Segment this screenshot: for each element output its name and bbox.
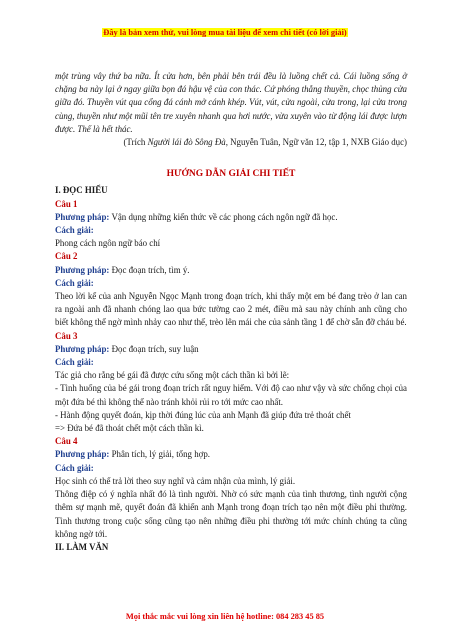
answer-line: - Hành động quyết đoán, kịp thời đúng lúc của anh Mạnh đã giúp đứa trẻ thoát chết: [55, 409, 351, 420]
method-label: Phương pháp:: [55, 343, 110, 354]
question-method: [55, 448, 407, 461]
method-label: Phương pháp:: [55, 449, 110, 460]
method-text: Đọc đoạn trích, suy luận: [109, 343, 199, 354]
answer-line: Học sinh có thể trả lời theo suy nghĩ và cảm nhận của mình, lý giải.: [55, 475, 296, 486]
header-banner-text: Đây là bản xem thử, vui lòng mua tài liệu để xem chi tiết (có lời giải): [103, 28, 347, 37]
citation-suffix: , Nguyễn Tuân, Ngữ văn 12, tập 1, NXB Giáo dục): [225, 137, 407, 148]
method-text: Phân tích, lý giải, tổng hợp.: [109, 449, 210, 460]
method-label: Phương pháp:: [55, 211, 110, 222]
question-title: Câu 4: [55, 436, 78, 447]
section-heading-writing: II. LÀM VĂN: [55, 541, 109, 552]
method-text: Đọc đoạn trích, tìm ý.: [109, 264, 190, 275]
question-1: [55, 198, 407, 251]
question-title: Câu 3: [55, 330, 78, 341]
question-method: [55, 211, 407, 224]
solution-label: Cách giải:: [55, 462, 94, 473]
solution-label: Cách giải:: [55, 225, 94, 236]
question-3: [55, 330, 407, 436]
footer-banner: Mọi thắc mắc vui lòng xin liên hệ hotline: 084 283 45 85: [125, 612, 325, 621]
passage-citation: [55, 136, 407, 149]
solution-label: Cách giải:: [55, 357, 94, 368]
answer-line: Theo lời kể của anh Nguyễn Ngọc Mạnh trong đoạn trích, khi thấy một em bé đang trèo ở lan can ra ngoài anh đã nhanh chóng lao qua bức tường cao 2 mét, điều mà sau này chính anh cũng cho biết không thể ngờ mình nhảy cao như thế, trèo lên mái che của sảnh tầng 1 để chờ sẵn đỡ cháu bé.: [55, 291, 407, 328]
question-title: Câu 1: [55, 198, 78, 209]
question-method: [55, 264, 407, 277]
document-page: [55, 70, 407, 554]
answer-line: Thông điệp có ý nghĩa nhất đó là tình người. Nhờ có sức mạnh của tình thương, tình người cộng thêm sự mạnh mẽ, quyết đoán đã khiến anh Mạnh trong đoạn trích tạo nên một điều phi thường. Tình thương trong cuộc sống cũng tạo nên những điều phi thường tới mức chính chúng ta cũng không ngờ tới.: [55, 489, 407, 539]
header-banner: [0, 28, 450, 37]
citation-work: Người lái đò Sông Đà: [147, 137, 226, 148]
passage-text: một trùng vây thứ ba nữa. Ít cửa hơn, bên phải bên trái đều là luồng chết cả. Cái luồng sống ở chặng ba này lại ở ngay giữa bọn đá hậu vệ của con thác. Cứ phóng thẳng thuyền, chọc thủng cửa giữa đó. Thuyền vút qua cổng đá cánh mở cánh khép. Vút, vút, cửa ngoài, cửa trong, lại cửa trong cùng, thuyền như một mũi tên tre xuyên nhanh qua hơi nước, vừa xuyên vào từ động lái được lượn được. Thế là hết thác.: [55, 71, 407, 134]
question-title: Câu 2: [55, 251, 78, 262]
question-4: [55, 435, 407, 541]
guide-title: HƯỚNG DẪN GIẢI CHI TIẾT: [166, 169, 296, 180]
citation-prefix: (Trích: [123, 137, 148, 148]
answer-line: Phong cách ngôn ngữ báo chí: [55, 238, 161, 249]
method-label: Phương pháp:: [55, 264, 110, 275]
question-2: [55, 250, 407, 329]
section-heading-reading: I. ĐỌC HIỂU: [55, 185, 108, 196]
solution-label: Cách giải:: [55, 277, 94, 288]
answer-line: Tác giả cho rằng bé gái đã được cứu sống một cách thần kì bởi lẽ:: [55, 370, 290, 381]
answer-line: - Tình huống của bé gái trong đoạn trích rất nguy hiểm. Với độ cao như vậy và sức chống chọi của một đứa bé thì không thể nào tránh khỏi rủi ro tới mức cao nhất.: [55, 383, 407, 407]
question-method: [55, 343, 407, 356]
method-text: Vận dụng những kiến thức về các phong cách ngôn ngữ đã học.: [109, 211, 338, 222]
answer-line: => Đứa bé đã thoát chết một cách thần kì.: [55, 423, 204, 434]
